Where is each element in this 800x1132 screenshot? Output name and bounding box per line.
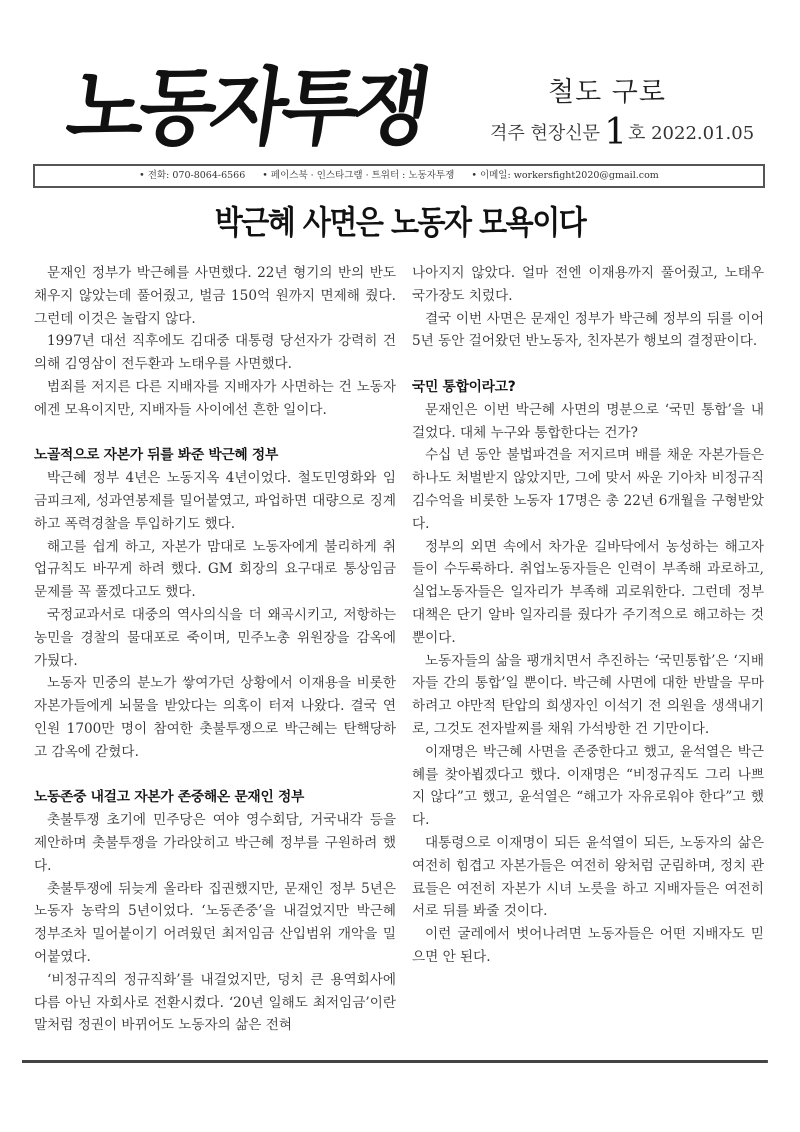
paragraph: 나아지지 않았다. 얼마 전엔 이재용까지 풀어줬고, 노태우 국가장도 치렀다. [412, 265, 764, 304]
contact-email: • 이메일: workersfight2020@gmail.com [471, 170, 659, 181]
section-heading: 노동존중 내걸고 자본가 존중해온 문재인 정부 [34, 789, 305, 806]
issue-prefix: 격주 현장신문 [490, 123, 601, 144]
section-spacer [34, 764, 396, 787]
paragraph: 문재인 정부가 박근혜를 사면했다. 22년 형기의 반의 반도 채우지 않았는데 풀어줬고, 벌금 150억 원까지 면제해 줬다. 그런데 이것은 놀랍지 않다. [34, 265, 396, 327]
section-heading: 노골적으로 자본가 뒤를 봐준 박근혜 정부 [34, 447, 278, 464]
issue-suffix: 호 [627, 123, 646, 144]
paragraph: 노동자 민중의 분노가 쌓여가던 상황에서 이재용을 비롯한 자본가들에게 뇌물을 받았다는 의혹이 터져 나왔다. 결국 연인원 1700만 명이 참여한 촛불투쟁으로 박근혜는 탄핵당하고 감옥에 갇혔다. [34, 675, 396, 760]
left-column [34, 262, 396, 1037]
paragraph: 노동자들의 삶을 팽개치면서 추진하는 ‘국민통합’은 ‘지배자들 간의 통합’일 뿐이다. 박근혜 사면에 대한 반발을 무마하려고 야만적 탄압의 희생자인 이석기 전 의원을 생색내기로, 그것도 전자발찌를 채워 가석방한 건 기만이다. [412, 652, 764, 737]
paragraph: 국정교과서로 대중의 역사의식을 더 왜곡시키고, 저항하는 농민을 경찰의 물대포로 죽이며, 민주노총 위원장을 감옥에 가뒀다. [34, 606, 396, 669]
paragraph: 정부의 외면 속에서 차가운 길바닥에서 농성하는 해고자들이 수두룩하다. 취업노동자들은 인력이 부족해 과로하고, 실업노동자들은 일자리가 부족해 괴로워한다. 그런데 정부 대책은 단기 알바 일자리를 줬다가 주기적으로 해고하는 것뿐이다. [412, 538, 764, 646]
paragraph: 해고를 쉽게 하고, 자본가 맘대로 노동자에게 불리하게 취업규칙도 바꾸게 하려 했다. GM 회장의 요구대로 통상임금 문제를 꼭 풀겠다고도 했다. [34, 538, 396, 601]
paragraph: 대통령으로 이재명이 되든 윤석열이 되든, 노동자의 삶은 여전히 힘겹고 자본가들은 여전히 왕처럼 군림하며, 정치 관료들은 여전히 자본가 시녀 노릇을 하고 지배자들은 여전히 서로 뒤를 봐줄 것이다. [412, 834, 764, 920]
paragraph: 촛불투쟁 초기에 민주당은 여야 영수회담, 거국내각 등을 제안하며 촛불투쟁을 가라앉히고 박근혜 정부를 구원하려 했다. [34, 812, 396, 874]
issue-info [490, 112, 754, 153]
paragraph: 촛불투쟁에 뒤늦게 올라타 집권했지만, 문재인 정부 5년은 노동자 농락의 5년이었다. ‘노동존중’을 내걸었지만 박근혜 정부조차 밀어붙이기 어려웠던 최저임금 산입범위 개악을 밀어붙였다. [34, 880, 396, 965]
newspaper-logo: 노동자투쟁 [61, 58, 432, 157]
right-column [412, 262, 764, 969]
bottom-rule-extended [22, 1060, 768, 1063]
edition-name: 철도 구로 [548, 77, 666, 108]
paragraph: 이재명은 박근혜 사면을 존중한다고 했고, 윤석열은 박근혜를 찾아뵙겠다고 했다. 이재명은 “비정규직도 그리 나쁘지 않다”고 했고, 윤석열은 “해고가 자유로워야 한다”고 했다. [412, 743, 764, 829]
paragraph: 1997년 대선 직후에도 김대중 대통령 당선자가 강력히 건의해 김영삼이 전두환과 노태우를 사면했다. [34, 333, 396, 373]
paragraph: 박근혜 정부 4년은 노동지옥 4년이었다. 철도민영화와 임금피크제, 성과연봉제를 밀어붙였고, 파업하면 대량으로 징계하고 폭력경찰을 투입하기도 했다. [34, 470, 396, 532]
issue-number: 1 [604, 112, 627, 153]
paragraph: 결국 이번 사면은 문재인 정부가 박근혜 정부의 뒤를 이어 5년 동안 걸어왔던 반노동자, 친자본가 행보의 결정판이다. [412, 310, 764, 350]
issue-date: 2022.01.05 [651, 123, 755, 144]
section-heading: 국민 통합이라고? [412, 378, 516, 395]
paragraph: 수십 년 동안 불법파견을 저지르며 배를 채운 자본가들은 하나도 처벌받지 않았지만, 그에 맞서 싸운 기아차 비정규직 김수억을 비롯한 노동자 17명은 총 22년 6개월을 구형받았다. [412, 447, 764, 532]
paragraph: 문재인은 이번 박근혜 사면의 명분으로 ‘국민 통합’을 내걸었다. 대체 누구와 통합한다는 건가? [412, 401, 764, 441]
paragraph: 범죄를 저지른 다른 지배자를 지배자가 사면하는 건 노동자에겐 모욕이지만, 지배자들 사이에선 흔한 일이다. [34, 378, 396, 418]
paragraph: ‘비정규직의 정규직화’를 내걸었지만, 덩치 큰 용역회사에 다름 아닌 자회사로 전환시켰다. ‘20년 일해도 최저임금’이란 말처럼 정권이 바뀌어도 노동자의 삶은 전혀 [34, 971, 396, 1034]
contact-phone: • 전화: 070-8064-6566 [139, 170, 246, 181]
section-spacer [412, 353, 764, 376]
contact-social: • 페이스북 · 인스타그램 · 트위터 : 노동자투쟁 [262, 170, 455, 181]
section-spacer [34, 422, 396, 445]
article-headline: 박근혜 사면은 노동자 모욕이다 [214, 203, 586, 242]
contact-bar [33, 164, 765, 188]
paragraph: 이런 굴레에서 벗어나려면 노동자들은 어떤 지배자도 믿으면 안 된다. [412, 926, 764, 965]
